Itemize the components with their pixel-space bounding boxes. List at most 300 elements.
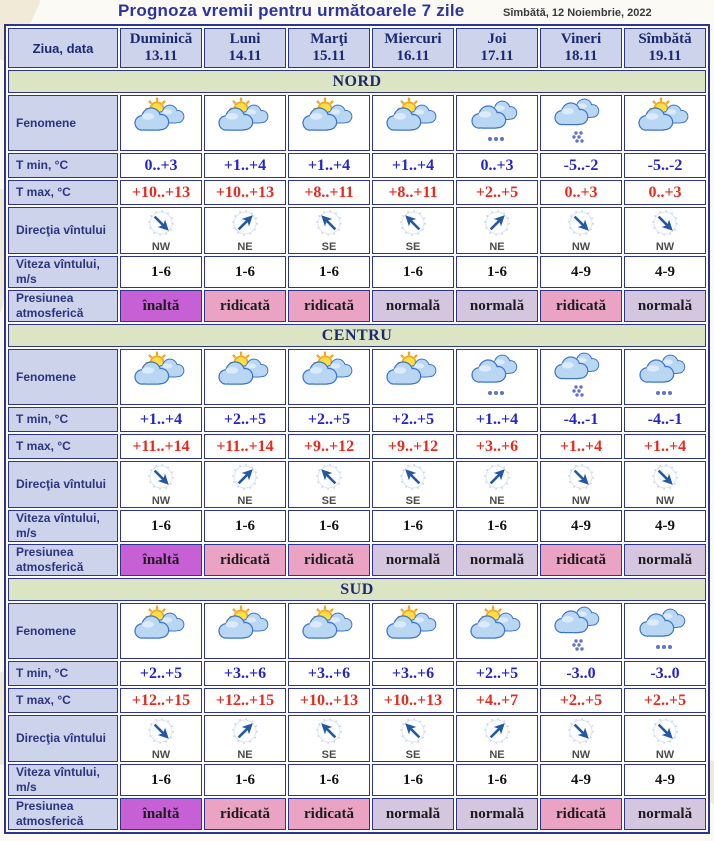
- tmax-cell: [288, 688, 370, 713]
- tmin-cell: [456, 661, 538, 686]
- wind-direction-label: SE: [405, 241, 421, 253]
- wind-speed-value: 1-6: [151, 517, 171, 534]
- wind_speed-cell: [624, 256, 706, 288]
- sun-clouds-icon: [468, 605, 526, 652]
- phenomena-row-label: Fenomene: [8, 603, 118, 659]
- wind_speed-cell: [456, 764, 538, 796]
- tmin-cell: [540, 407, 622, 432]
- tmin-cell: [288, 153, 370, 178]
- phenomena-cell: [288, 95, 370, 151]
- phenomena-cell: [120, 349, 202, 405]
- tmax-cell: [624, 688, 706, 713]
- phenomena-cell: [372, 603, 454, 659]
- wind-direction-label: NW: [655, 749, 675, 761]
- tmin-value: +2..+5: [391, 410, 435, 428]
- pressure-cell: [624, 544, 706, 576]
- wind-direction-label: SE: [405, 495, 421, 507]
- day-date: 15.11: [312, 48, 346, 64]
- compass-ne-icon: [230, 716, 260, 746]
- wind_speed-cell: [288, 510, 370, 542]
- sun-clouds-icon: [132, 605, 190, 652]
- wind-direction-label: SE: [321, 241, 337, 253]
- wind-direction-label: NE: [489, 241, 505, 253]
- day-date: 13.11: [144, 48, 178, 64]
- wind_dir-cell: [540, 461, 622, 508]
- tmin-value: +1..+4: [391, 156, 435, 174]
- clouds-rain-icon: [552, 605, 610, 652]
- tmax-cell: [540, 688, 622, 713]
- centru-wind_speed-row: [8, 510, 706, 542]
- tmin-value: -3..0: [566, 664, 596, 682]
- page-title: Prognoza vremii pentru următoarele 7 zile: [118, 1, 465, 20]
- wind_speed-cell: [288, 764, 370, 796]
- tmax-value: +1..+4: [559, 437, 603, 455]
- wind_dir-cell: [372, 207, 454, 254]
- tmax-value: +9..+12: [387, 437, 439, 455]
- centru-phenomena-row: [8, 349, 706, 405]
- wind_speed-cell: [372, 510, 454, 542]
- sun-clouds-icon: [300, 605, 358, 652]
- section-title: CENTRU: [8, 324, 706, 347]
- sun-clouds-icon: [132, 97, 190, 144]
- tmin-cell: [288, 407, 370, 432]
- compass-nw-icon: [566, 462, 596, 492]
- day-header-2: [204, 28, 286, 68]
- pressure-cell: [372, 544, 454, 576]
- pressure-cell: [372, 290, 454, 322]
- tmin-value: +3..+6: [391, 664, 435, 682]
- wind_speed-cell: [288, 256, 370, 288]
- day-header-5: [456, 28, 538, 68]
- sud-tmax-row: [8, 688, 706, 713]
- wind_speed-row-label: Viteza vîntului, m/s: [8, 256, 118, 288]
- tmax-value: +11..+14: [216, 437, 274, 455]
- pressure-value: ridicată: [556, 297, 606, 314]
- phenomena-cell: [624, 349, 706, 405]
- wind_dir-cell: [540, 715, 622, 762]
- tmin-value: -4..-1: [647, 410, 683, 428]
- tmin-value: +1..+4: [307, 156, 351, 174]
- tmax-row-label: T max, °C: [8, 180, 118, 205]
- pressure-value: ridicată: [220, 805, 270, 822]
- tmax-cell: [372, 434, 454, 459]
- pressure-cell: [204, 290, 286, 322]
- wind_dir-cell: [456, 207, 538, 254]
- tmin-cell: [120, 407, 202, 432]
- pressure-cell: [120, 798, 202, 830]
- wind_dir-row-label: Direcţia vîntului: [8, 207, 118, 254]
- wind_dir-cell: [288, 207, 370, 254]
- section-row-centru: [8, 324, 706, 347]
- tmin-cell: [120, 661, 202, 686]
- tmax-value: +10..+13: [131, 183, 191, 201]
- wind-speed-value: 4-9: [571, 771, 591, 788]
- day-date: 17.11: [480, 48, 514, 64]
- wind_dir-cell: [288, 715, 370, 762]
- phenomena-cell: [204, 95, 286, 151]
- wind-speed-value: 1-6: [487, 263, 507, 280]
- tmin-cell: [120, 153, 202, 178]
- tmax-value: +4..+7: [475, 691, 519, 709]
- compass-nw-icon: [146, 716, 176, 746]
- wind_speed-cell: [204, 764, 286, 796]
- section-row-sud: [8, 578, 706, 601]
- pressure-row-label: Presiunea atmosferică: [8, 798, 118, 830]
- pressure-value: normală: [385, 297, 441, 314]
- day-name: Marţi: [310, 30, 348, 47]
- section-title: NORD: [8, 70, 706, 93]
- pressure-value: normală: [637, 805, 693, 822]
- nord-tmax-row: [8, 180, 706, 205]
- phenomena-cell: [288, 349, 370, 405]
- compass-se-icon: [314, 462, 344, 492]
- wind_speed-cell: [540, 764, 622, 796]
- tmin-cell: [540, 661, 622, 686]
- wind-speed-value: 1-6: [235, 517, 255, 534]
- wind-speed-value: 1-6: [151, 263, 171, 280]
- pressure-value: ridicată: [304, 551, 354, 568]
- pressure-value: ridicată: [556, 805, 606, 822]
- tmin-cell: [540, 153, 622, 178]
- tmin-cell: [456, 153, 538, 178]
- tmax-value: +2..+5: [475, 183, 519, 201]
- tmin-row-label: T min, °C: [8, 153, 118, 178]
- compass-nw-icon: [146, 208, 176, 238]
- wind-direction-label: NW: [571, 495, 591, 507]
- phenomena-row-label: Fenomene: [8, 349, 118, 405]
- tmax-cell: [120, 180, 202, 205]
- tmin-cell: [372, 153, 454, 178]
- pressure-cell: [372, 798, 454, 830]
- sun-clouds-icon: [300, 97, 358, 144]
- phenomena-cell: [456, 95, 538, 151]
- tmin-value: +1..+4: [139, 410, 183, 428]
- wind_speed-cell: [120, 256, 202, 288]
- wind-speed-value: 4-9: [655, 771, 675, 788]
- pressure-cell: [204, 544, 286, 576]
- tmax-row-label: T max, °C: [8, 688, 118, 713]
- wind-direction-label: SE: [321, 495, 337, 507]
- tmax-value: +1..+4: [643, 437, 687, 455]
- centru-wind_dir-row: [8, 461, 706, 508]
- phenomena-row-label: Fenomene: [8, 95, 118, 151]
- wind_dir-cell: [540, 207, 622, 254]
- day-date: 14.11: [228, 48, 262, 64]
- wind_speed-cell: [456, 256, 538, 288]
- wind-direction-label: NW: [151, 241, 171, 253]
- nord-wind_dir-row: [8, 207, 706, 254]
- tmax-cell: [372, 180, 454, 205]
- tmax-row-label: T max, °C: [8, 434, 118, 459]
- tmax-value: +10..+13: [299, 691, 359, 709]
- pressure-row-label: Presiunea atmosferică: [8, 290, 118, 322]
- compass-ne-icon: [230, 208, 260, 238]
- tmin-row-label: T min, °C: [8, 661, 118, 686]
- tmin-cell: [204, 153, 286, 178]
- pressure-row-label: Presiunea atmosferică: [8, 544, 118, 576]
- phenomena-cell: [540, 603, 622, 659]
- pressure-cell: [540, 798, 622, 830]
- wind_dir-cell: [372, 461, 454, 508]
- pressure-cell: [120, 290, 202, 322]
- wind-speed-value: 1-6: [319, 517, 339, 534]
- tmax-value: +10..+13: [215, 183, 275, 201]
- pressure-value: ridicată: [220, 297, 270, 314]
- wind-speed-value: 4-9: [655, 263, 675, 280]
- tmin-value: +2..+5: [475, 664, 519, 682]
- compass-ne-icon: [482, 208, 512, 238]
- pressure-value: ridicată: [556, 551, 606, 568]
- tmin-cell: [624, 661, 706, 686]
- nord-tmin-row: [8, 153, 706, 178]
- sud-pressure-row: [8, 798, 706, 830]
- tmax-value: +9..+12: [303, 437, 355, 455]
- tmax-value: +2..+5: [559, 691, 603, 709]
- wind-direction-label: SE: [321, 749, 337, 761]
- pressure-cell: [624, 290, 706, 322]
- sun-clouds-icon: [384, 605, 442, 652]
- phenomena-cell: [456, 603, 538, 659]
- wind_dir-cell: [120, 715, 202, 762]
- wind-direction-label: NE: [237, 495, 253, 507]
- wind-speed-value: 1-6: [403, 517, 423, 534]
- tmin-cell: [204, 661, 286, 686]
- phenomena-cell: [204, 349, 286, 405]
- wind_dir-cell: [624, 207, 706, 254]
- nord-pressure-row: [8, 290, 706, 322]
- sud-wind_speed-row: [8, 764, 706, 796]
- pressure-value: înaltă: [142, 805, 180, 822]
- compass-se-icon: [398, 716, 428, 746]
- pressure-value: ridicată: [220, 551, 270, 568]
- sun-clouds-icon: [384, 97, 442, 144]
- wind_speed-cell: [204, 510, 286, 542]
- phenomena-cell: [120, 603, 202, 659]
- pressure-cell: [540, 544, 622, 576]
- title-bar: [0, 0, 714, 23]
- tmin-value: -5..-2: [647, 156, 683, 174]
- tmax-cell: [456, 434, 538, 459]
- pressure-cell: [288, 544, 370, 576]
- day-name: Vineri: [560, 30, 602, 47]
- centru-pressure-row: [8, 544, 706, 576]
- phenomena-cell: [204, 603, 286, 659]
- tmax-value: +12..+15: [131, 691, 191, 709]
- wind_speed-cell: [372, 764, 454, 796]
- pressure-cell: [120, 544, 202, 576]
- wind_dir-cell: [120, 461, 202, 508]
- sun-clouds-icon: [216, 351, 274, 398]
- wind_speed-cell: [456, 510, 538, 542]
- nord-wind_speed-row: [8, 256, 706, 288]
- compass-se-icon: [314, 716, 344, 746]
- wind-speed-value: 1-6: [235, 263, 255, 280]
- wind_dir-cell: [288, 461, 370, 508]
- phenomena-cell: [540, 349, 622, 405]
- tmax-value: +10..+13: [383, 691, 443, 709]
- compass-se-icon: [398, 462, 428, 492]
- forecast-table: [4, 24, 710, 834]
- clouds-drizzle-icon: [468, 97, 526, 144]
- tmax-cell: [372, 688, 454, 713]
- phenomena-cell: [624, 603, 706, 659]
- pressure-value: normală: [469, 551, 525, 568]
- wind-speed-value: 1-6: [487, 771, 507, 788]
- tmin-value: +3..+6: [307, 664, 351, 682]
- tmax-cell: [456, 688, 538, 713]
- wind_dir-row-label: Direcţia vîntului: [8, 461, 118, 508]
- sud-tmin-row: [8, 661, 706, 686]
- day-header-4: [372, 28, 454, 68]
- day-date: 18.11: [564, 48, 598, 64]
- tmax-value: +3..+6: [475, 437, 519, 455]
- wind_speed-cell: [540, 510, 622, 542]
- sud-phenomena-row: [8, 603, 706, 659]
- wind-direction-label: NW: [571, 241, 591, 253]
- wind_dir-cell: [456, 461, 538, 508]
- centru-tmin-row: [8, 407, 706, 432]
- tmin-value: 0..+3: [144, 156, 178, 174]
- pressure-cell: [204, 798, 286, 830]
- day-date: 16.11: [396, 48, 430, 64]
- pressure-cell: [456, 290, 538, 322]
- wind-speed-value: 4-9: [655, 517, 675, 534]
- tmax-cell: [456, 180, 538, 205]
- section-row-nord: [8, 70, 706, 93]
- wind_speed-row-label: Viteza vîntului, m/s: [8, 764, 118, 796]
- pressure-value: înaltă: [142, 551, 180, 568]
- pressure-cell: [288, 798, 370, 830]
- phenomena-cell: [120, 95, 202, 151]
- wind_speed-cell: [372, 256, 454, 288]
- wind_speed-cell: [120, 510, 202, 542]
- tmin-cell: [372, 407, 454, 432]
- compass-se-icon: [314, 208, 344, 238]
- phenomena-cell: [372, 95, 454, 151]
- corner-label: Ziua, data: [8, 28, 118, 68]
- wind_dir-cell: [204, 715, 286, 762]
- sud-wind_dir-row: [8, 715, 706, 762]
- tmax-cell: [624, 434, 706, 459]
- pressure-cell: [456, 544, 538, 576]
- tmax-cell: [204, 434, 286, 459]
- tmax-cell: [288, 180, 370, 205]
- clouds-drizzle-icon: [636, 605, 694, 652]
- wind-speed-value: 4-9: [571, 263, 591, 280]
- wind-speed-value: 1-6: [403, 771, 423, 788]
- wind-direction-label: NW: [655, 495, 675, 507]
- day-name: Duminică: [129, 30, 193, 47]
- header-row: [8, 28, 706, 68]
- tmin-value: -4..-1: [563, 410, 599, 428]
- tmin-value: +1..+4: [223, 156, 267, 174]
- compass-nw-icon: [650, 716, 680, 746]
- wind-direction-label: NE: [489, 749, 505, 761]
- tmax-value: +8..+11: [388, 183, 438, 201]
- tmax-value: +2..+5: [643, 691, 687, 709]
- pressure-value: ridicată: [304, 297, 354, 314]
- day-name: Miercuri: [384, 30, 442, 47]
- pressure-value: normală: [469, 297, 525, 314]
- tmax-cell: [624, 180, 706, 205]
- wind-direction-label: NE: [489, 495, 505, 507]
- section-title: SUD: [8, 578, 706, 601]
- tmax-value: 0..+3: [564, 183, 598, 201]
- day-name: Sîmbătă: [638, 30, 692, 47]
- wind-speed-value: 1-6: [403, 263, 423, 280]
- wind_speed-row-label: Viteza vîntului, m/s: [8, 510, 118, 542]
- wind_speed-cell: [540, 256, 622, 288]
- centru-tmax-row: [8, 434, 706, 459]
- tmin-cell: [456, 407, 538, 432]
- sun-clouds-icon: [300, 351, 358, 398]
- clipped-footer-text: [6, 834, 714, 841]
- pressure-value: normală: [637, 551, 693, 568]
- phenomena-cell: [456, 349, 538, 405]
- tmin-row-label: T min, °C: [8, 407, 118, 432]
- clouds-drizzle-icon: [636, 351, 694, 398]
- clouds-rain-icon: [552, 97, 610, 144]
- wind-direction-label: NE: [237, 749, 253, 761]
- tmin-cell: [372, 661, 454, 686]
- tmax-value: 0..+3: [648, 183, 682, 201]
- compass-nw-icon: [650, 208, 680, 238]
- tmin-cell: [204, 407, 286, 432]
- pressure-cell: [456, 798, 538, 830]
- wind-speed-value: 1-6: [151, 771, 171, 788]
- wind_dir-cell: [120, 207, 202, 254]
- tmax-cell: [120, 688, 202, 713]
- wind-direction-label: NW: [655, 241, 675, 253]
- day-header-7: [624, 28, 706, 68]
- phenomena-cell: [372, 349, 454, 405]
- day-header-3: [288, 28, 370, 68]
- wind_speed-cell: [624, 764, 706, 796]
- wind-speed-value: 1-6: [319, 771, 339, 788]
- pressure-value: înaltă: [142, 297, 180, 314]
- phenomena-cell: [624, 95, 706, 151]
- wind_dir-cell: [624, 715, 706, 762]
- tmin-value: +3..+6: [223, 664, 267, 682]
- tmax-value: +8..+11: [304, 183, 354, 201]
- wind-direction-label: NW: [571, 749, 591, 761]
- compass-nw-icon: [146, 462, 176, 492]
- compass-ne-icon: [482, 462, 512, 492]
- pressure-cell: [288, 290, 370, 322]
- compass-se-icon: [398, 208, 428, 238]
- tmin-value: +2..+5: [139, 664, 183, 682]
- wind-direction-label: NW: [151, 495, 171, 507]
- sun-clouds-icon: [384, 351, 442, 398]
- sun-clouds-icon: [636, 97, 694, 144]
- wind-direction-label: NE: [237, 241, 253, 253]
- tmin-cell: [624, 153, 706, 178]
- wind_dir-row-label: Direcţia vîntului: [8, 715, 118, 762]
- tmin-value: -3..0: [650, 664, 680, 682]
- tmin-value: +2..+5: [307, 410, 351, 428]
- pressure-cell: [624, 798, 706, 830]
- wind_speed-cell: [120, 764, 202, 796]
- nord-phenomena-row: [8, 95, 706, 151]
- wind_speed-cell: [204, 256, 286, 288]
- clouds-rain-icon: [552, 351, 610, 398]
- day-name: Luni: [229, 30, 261, 47]
- phenomena-cell: [540, 95, 622, 151]
- tmax-cell: [204, 688, 286, 713]
- tmax-value: +12..+15: [215, 691, 275, 709]
- tmax-value: +11..+14: [132, 437, 190, 455]
- compass-nw-icon: [650, 462, 680, 492]
